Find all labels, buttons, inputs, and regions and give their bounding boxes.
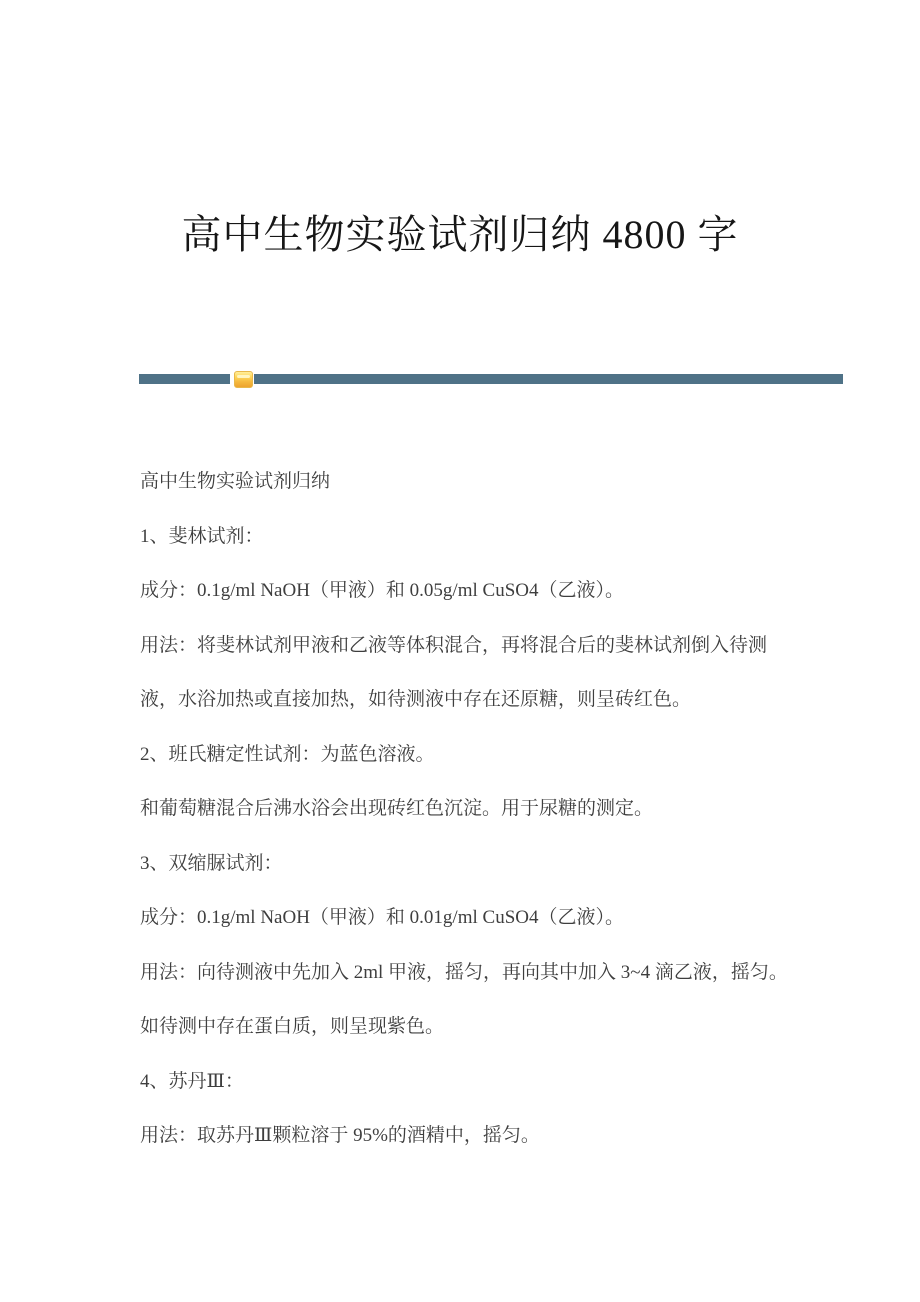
document-line: 液，水浴加热或直接加热，如待测液中存在还原糖，则呈砖红色。 — [140, 689, 692, 710]
document-line: 成分：0.1g/ml NaOH（甲液）和 0.05g/ml CuSO4（乙液）。 — [140, 580, 624, 601]
document-line: 和葡萄糖混合后沸水浴会出现砖红色沉淀。用于尿糖的测定。 — [140, 798, 654, 819]
document-line: 用法：取苏丹Ⅲ颗粒溶于 95%的酒精中，摇匀。 — [140, 1125, 540, 1146]
document-line: 用法：向待测液中先加入 2ml 甲液，摇匀，再向其中加入 3~4 滴乙液，摇匀。 — [140, 961, 788, 983]
document-line: 用法：将斐林试剂甲液和乙液等体积混合，再将混合后的斐林试剂倒入待测 — [140, 634, 768, 656]
gold-ornament-icon — [234, 371, 253, 388]
divider-bar-left — [139, 374, 230, 384]
document-body — [140, 455, 860, 1164]
document-line: 2、班氏糖定性试剂：为蓝色溶液。 — [140, 743, 435, 765]
page-title: 高中生物实验试剂归纳 4800 字 — [181, 212, 739, 257]
document-line: 如待测中存在蛋白质，则呈现紫色。 — [140, 1016, 445, 1037]
document-line: 高中生物实验试剂归纳 — [140, 471, 331, 492]
divider-bar-right — [254, 374, 843, 384]
document-line: 成分：0.1g/ml NaOH（甲液）和 0.01g/ml CuSO4（乙液）。 — [140, 907, 624, 928]
document-line: 1、斐林试剂： — [140, 525, 264, 547]
horizontal-rule — [139, 374, 843, 384]
document-line: 3、双缩脲试剂： — [140, 852, 283, 874]
document-line: 4、苏丹Ⅲ： — [140, 1070, 244, 1092]
